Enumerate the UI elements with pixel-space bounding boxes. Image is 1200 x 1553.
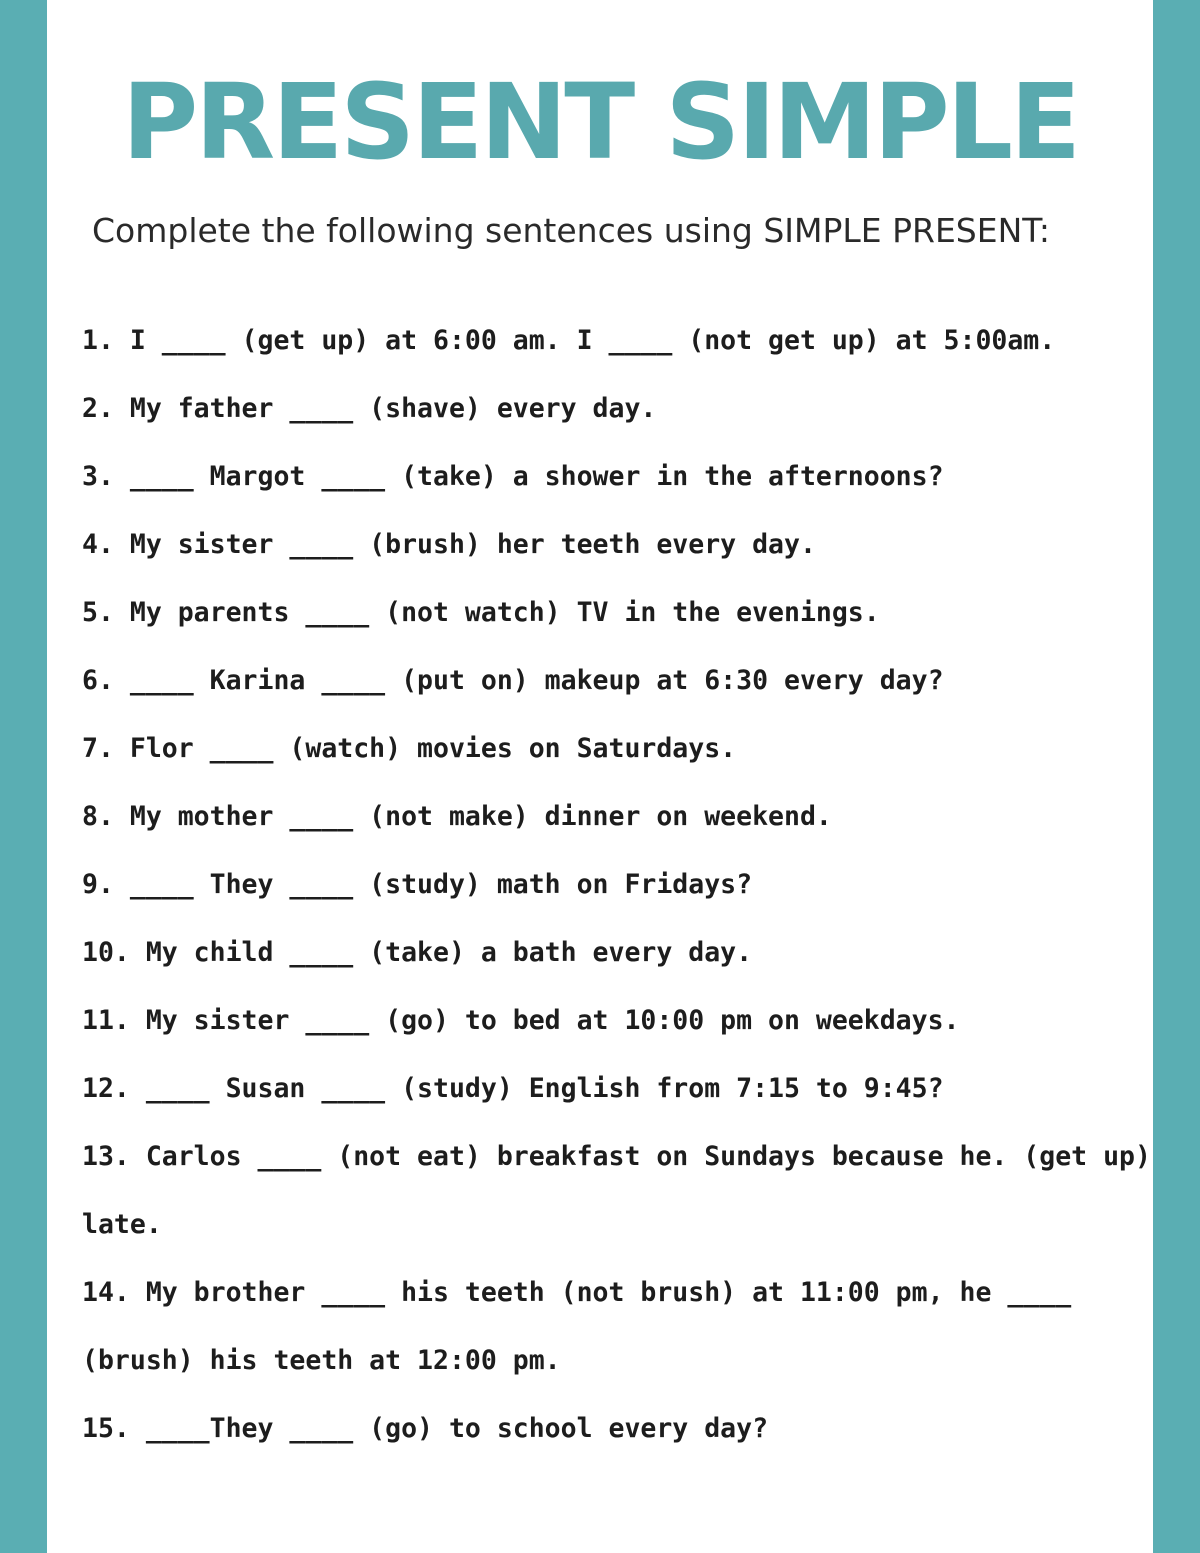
exercise-line-2: 2. My father ____ (shave) every day.	[82, 393, 657, 424]
exercise-line-15: 15. ____They ____ (go) to school every day?	[82, 1413, 769, 1444]
exercise-line-6: 6. ____ Karina ____ (put on) makeup at 6:30 every day?	[82, 665, 944, 696]
exercise-line-11: 11. My sister ____ (go) to bed at 10:00 pm on weekdays.	[82, 1005, 960, 1036]
exercise-line-12: 12. ____ Susan ____ (study) English from 7:15 to 9:45?	[82, 1073, 944, 1104]
exercise-line-8: 8. My mother ____ (not make) dinner on weekend.	[82, 801, 832, 832]
exercise-line-7: 7. Flor ____ (watch) movies on Saturdays.	[82, 733, 737, 764]
exercise-line-13: 13. Carlos ____ (not eat) breakfast on Sundays because he. (get up)	[82, 1141, 1151, 1172]
exercise-line-13-continued: late.	[82, 1209, 162, 1240]
exercise-line-1: 1. I ____ (get up) at 6:00 am. I ____ (not get up) at 5:00am.	[82, 325, 1056, 356]
exercise-line-3: 3. ____ Margot ____ (take) a shower in the afternoons?	[82, 461, 944, 492]
exercise-line-10: 10. My child ____ (take) a bath every day.	[82, 937, 753, 968]
exercise-line-9: 9. ____ They ____ (study) math on Fridays?	[82, 869, 753, 900]
page-title: PRESENT SIMPLE	[121, 61, 1079, 183]
exercise-line-5: 5. My parents ____ (not watch) TV in the evenings.	[82, 597, 880, 628]
exercise-line-14: 14. My brother ____ his teeth (not brush) at 11:00 pm, he ____	[82, 1277, 1072, 1308]
exercise-line-4: 4. My sister ____ (brush) her teeth every day.	[82, 529, 816, 560]
instructions: Complete the following sentences using SIMPLE PRESENT:	[92, 211, 1050, 250]
exercise-line-14-continued: (brush) his teeth at 12:00 pm.	[82, 1345, 561, 1376]
